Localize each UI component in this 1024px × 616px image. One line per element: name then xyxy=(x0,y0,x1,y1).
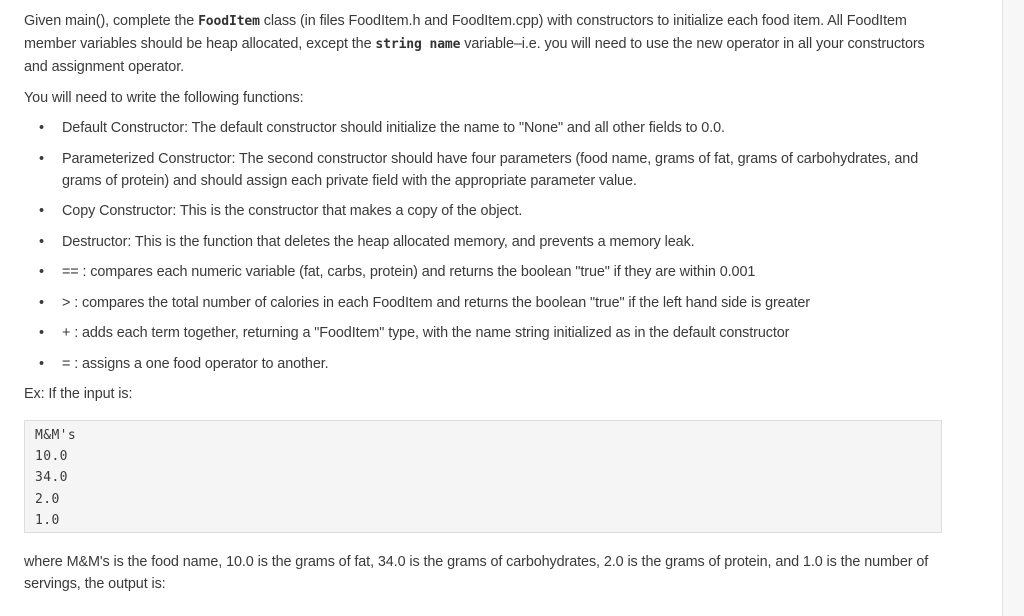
function-item-text: == : compares each numeric variable (fat, carbs, protein) and returns the boolean "true" if they are within 0.001 xyxy=(62,264,756,280)
bullet: • xyxy=(39,233,44,250)
bullet: • xyxy=(39,203,44,219)
code-line: 1.0 xyxy=(35,512,60,528)
function-item-parameterized-constructor xyxy=(39,148,944,192)
function-item-default-constructor xyxy=(39,117,944,139)
bullet: • xyxy=(39,264,44,280)
bullet: • xyxy=(39,325,44,341)
function-item-copy-constructor xyxy=(39,200,944,222)
function-item-plus-operator xyxy=(39,322,944,344)
code-line: 34.0 xyxy=(35,470,68,486)
function-item-equality-operator xyxy=(39,261,944,283)
functions-intro: You will need to write the following functions: xyxy=(24,90,304,106)
problem-description xyxy=(24,10,944,595)
right-gutter xyxy=(1003,0,1024,616)
function-item-destructor xyxy=(39,231,944,253)
code-line: 10.0 xyxy=(35,449,68,465)
function-item-text: Copy Constructor: This is the constructor that makes a copy of the object. xyxy=(62,203,523,219)
string-name-code: string name xyxy=(375,37,461,52)
class-name-code: FoodItem xyxy=(198,14,260,29)
function-item-assignment-operator xyxy=(39,353,944,375)
code-line: 2.0 xyxy=(35,491,60,507)
function-item-text: = : assigns a one food operator to another. xyxy=(62,355,329,372)
function-item-text: Destructor: This is the function that deletes the heap allocated memory, and prevents a memory leak. xyxy=(62,233,695,250)
example-explanation: where M&M's is the food name, 10.0 is the grams of fat, 34.0 is the grams of carbohydrates, 2.0 is the grams of protein, and 1.0 is the number of servings, the output is: xyxy=(24,554,929,592)
example-input-block xyxy=(24,420,942,533)
bullet: • xyxy=(39,294,44,311)
intro-paragraph xyxy=(24,10,944,78)
code-line: M&M's xyxy=(35,428,77,443)
bullet: • xyxy=(39,150,44,167)
function-item-text: + : adds each term together, returning a "FoodItem" type, with the name string initialized as in the default constructor xyxy=(62,325,790,341)
bullet: • xyxy=(39,120,44,136)
intro-text-1: Given main(), complete the xyxy=(24,13,199,29)
intro-text-3: variable–i.e. you will need to use the new operator in all your constructors and assignment operator. xyxy=(24,36,925,75)
bullet: • xyxy=(39,355,44,372)
function-item-text: Parameterized Constructor: The second constructor should have four parameters (food name, grams of fat, grams of carbohydrates, and grams of protein) and should assign each private field with the appropriate parameter value. xyxy=(62,150,919,189)
example-label: Ex: If the input is: xyxy=(24,386,133,402)
intro-text-2: class (in files FoodItem.h and FoodItem.cpp) with constructors to initialize each food item. All FoodItem member variables should be heap allocated, except the xyxy=(24,13,907,52)
function-item-greater-operator xyxy=(39,292,944,314)
function-item-text: > : compares the total number of calories in each FoodItem and returns the boolean "true" if the left hand side is greater xyxy=(62,294,810,311)
function-item-text: Default Constructor: The default constructor should initialize the name to "None" and all other fields to 0.0. xyxy=(62,120,725,136)
function-list xyxy=(24,117,944,375)
